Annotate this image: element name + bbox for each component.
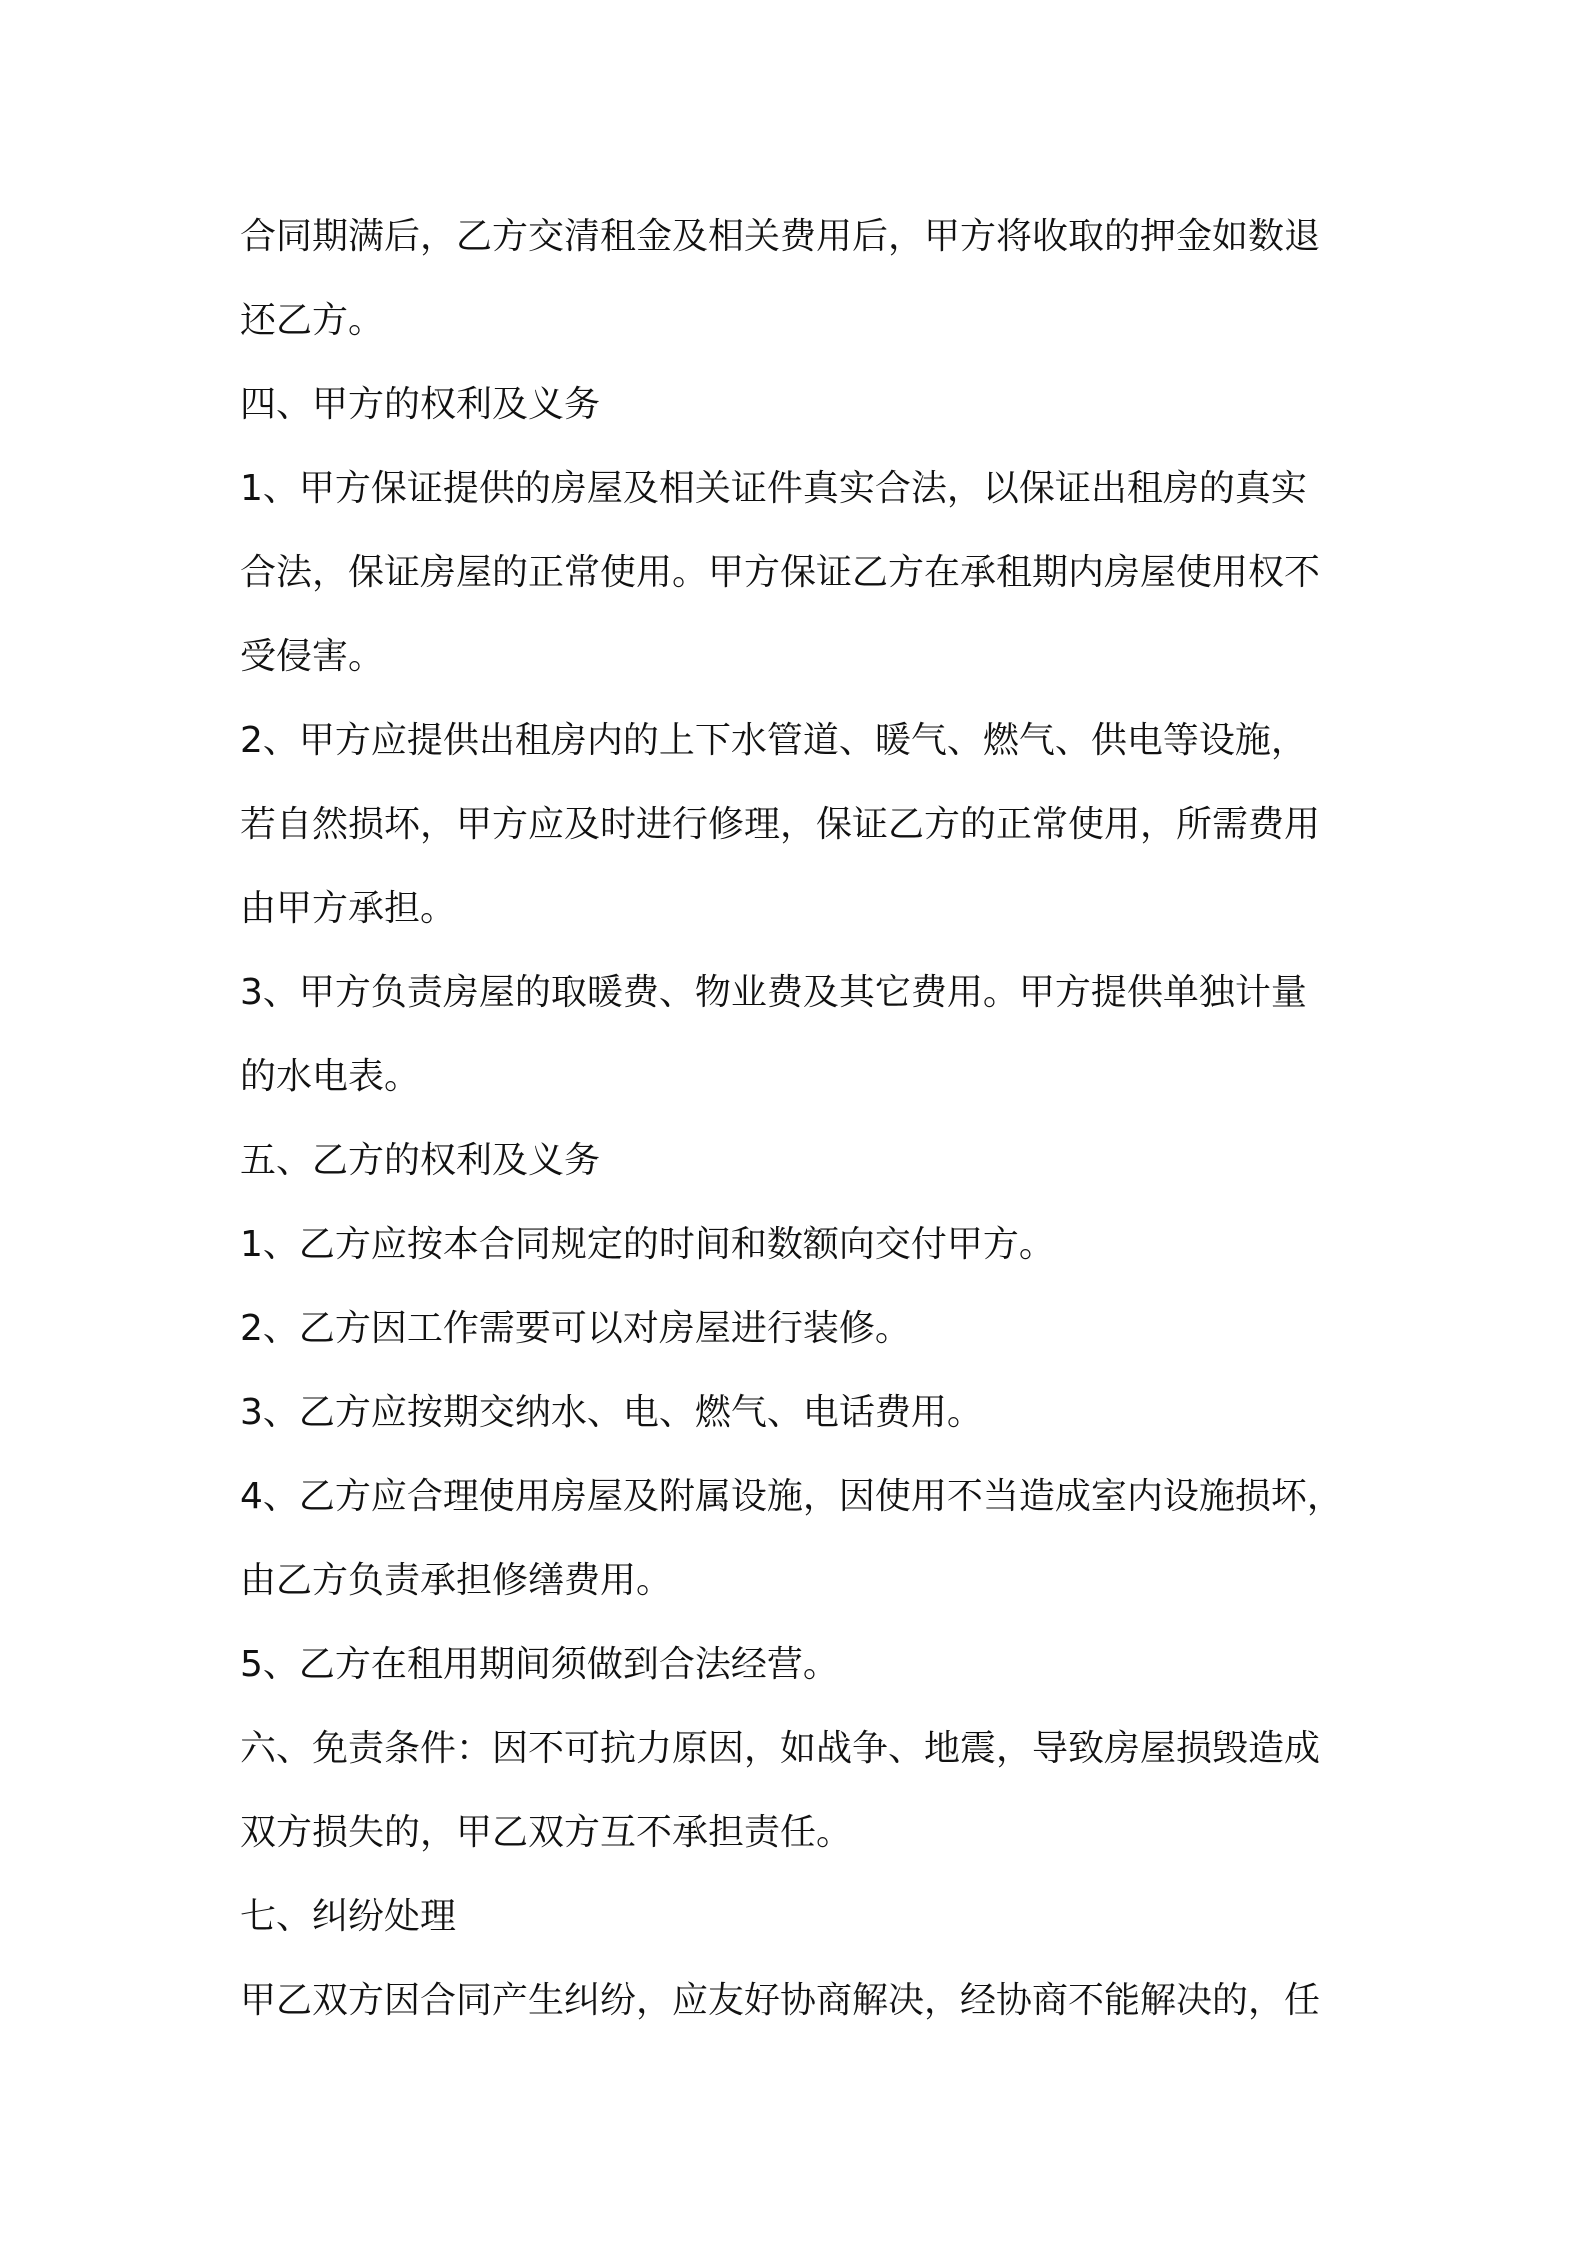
paragraph-line: 还乙方。 (240, 300, 385, 341)
paragraph-line: 2、乙方因工作需要可以对房屋进行装修。 (240, 1308, 911, 1349)
section-heading: 七、纠纷处理 (240, 1896, 457, 1937)
paragraph-line: 由甲方承担。 (240, 888, 457, 929)
paragraph-line: 的水电表。 (240, 1056, 421, 1097)
paragraph-line: 1、乙方应按本合同规定的时间和数额向交付甲方。 (240, 1224, 1055, 1265)
document-body (240, 195, 1370, 2043)
section-heading: 五、乙方的权利及义务 (240, 1140, 601, 1181)
paragraph-line: 若自然损坏，甲方应及时进行修理，保证乙方的正常使用，所需费用 (240, 804, 1321, 845)
paragraph-line: 3、乙方应按期交纳水、电、燃气、电话费用。 (240, 1392, 983, 1433)
paragraph-line: 合同期满后，乙方交清租金及相关费用后，甲方将收取的押金如数退 (240, 216, 1321, 257)
paragraph-line: 3、甲方负责房屋的取暖费、物业费及其它费用。甲方提供单独计量 (240, 972, 1307, 1013)
section-heading: 四、甲方的权利及义务 (240, 384, 601, 425)
paragraph-line: 1、甲方保证提供的房屋及相关证件真实合法，以保证出租房的真实 (240, 468, 1307, 509)
paragraph-line: 受侵害。 (240, 636, 385, 677)
paragraph-line: 由乙方负责承担修缮费用。 (240, 1560, 673, 1601)
paragraph-line: 甲乙双方因合同产生纠纷，应友好协商解决，经协商不能解决的，任 (240, 1980, 1321, 2021)
paragraph-line: 4、乙方应合理使用房屋及附属设施，因使用不当造成室内设施损坏， (240, 1476, 1343, 1517)
paragraph-line: 5、乙方在租用期间须做到合法经营。 (240, 1644, 839, 1685)
paragraph-line: 双方损失的，甲乙双方互不承担责任。 (240, 1812, 853, 1853)
paragraph-line: 合法，保证房屋的正常使用。甲方保证乙方在承租期内房屋使用权不 (240, 552, 1321, 593)
section-heading: 六、免责条件：因不可抗力原因，如战争、地震，导致房屋损毁造成 (240, 1728, 1321, 1769)
paragraph-line: 2、甲方应提供出租房内的上下水管道、暖气、燃气、供电等设施， (240, 720, 1307, 761)
